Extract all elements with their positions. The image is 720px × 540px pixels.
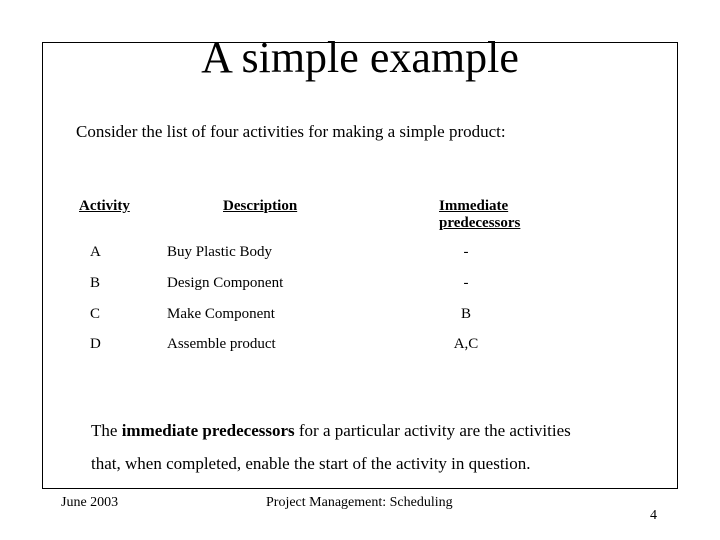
row-b-predecessors: -	[463, 275, 469, 291]
row-a-activity: A	[90, 244, 101, 260]
row-c-predecessors: B	[460, 306, 471, 322]
slide-title: A simple example	[201, 33, 519, 82]
header-predecessors-line2: predecessors	[439, 214, 521, 231]
definition-prefix: The	[91, 421, 122, 440]
row-c-description: Make Component	[167, 306, 275, 322]
row-d-activity: D	[90, 336, 101, 352]
definition-term: immediate predecessors	[121, 421, 295, 440]
header-activity: Activity	[79, 198, 130, 214]
row-c-activity: C	[90, 306, 101, 322]
footer-date: June 2003	[61, 495, 119, 510]
row-a-description: Buy Plastic Body	[167, 244, 273, 260]
row-b-description: Design Component	[167, 275, 284, 291]
intro-text: Consider the list of four activities for making a simple product:	[76, 122, 506, 141]
definition-line1	[91, 414, 651, 447]
header-predecessors-line1: Immediate	[439, 198, 509, 214]
row-d-predecessors: A,C	[453, 336, 479, 352]
row-b-activity: B	[90, 275, 101, 291]
footer-course: Project Management: Scheduling	[266, 495, 453, 510]
definition-line1-rest: for a particular activity are the activities	[294, 421, 571, 440]
page-number: 4	[650, 508, 657, 523]
header-predecessors	[439, 198, 549, 231]
row-d-description: Assemble product	[167, 336, 276, 352]
definition-text	[91, 414, 651, 480]
row-a-predecessors: -	[463, 244, 469, 260]
definition-line2: that, when completed, enable the start of the activity in question.	[91, 454, 531, 473]
header-description: Description	[223, 198, 298, 214]
